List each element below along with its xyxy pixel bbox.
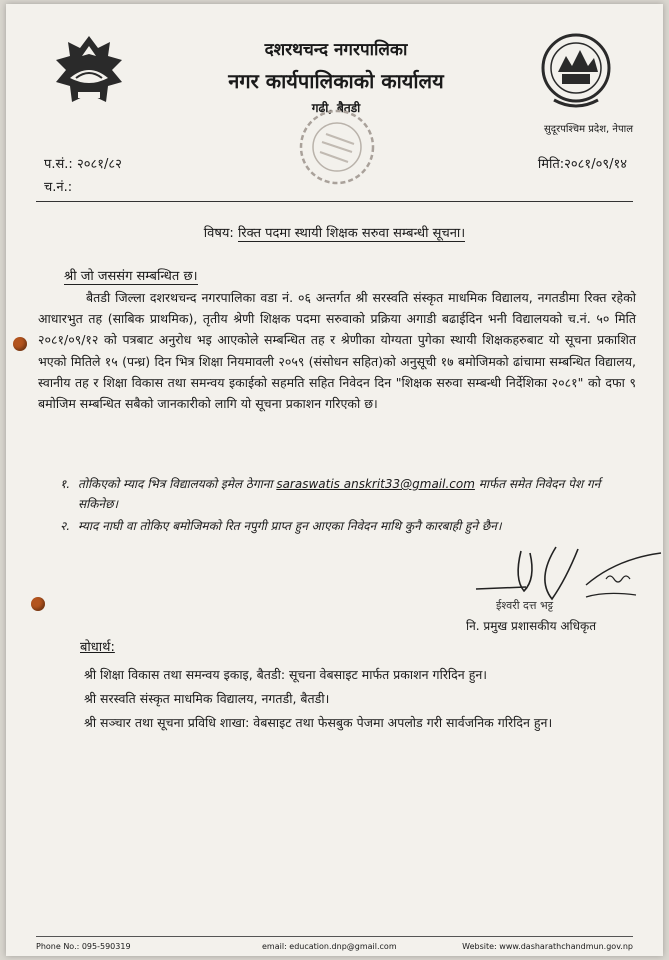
cc-item: श्री सरस्वति संस्कृत माधमिक विद्यालय, नगतडी, बैतडी। <box>84 691 330 706</box>
point-text: म्याद नाघी वा तोकिए बमोजिमको रित नपुगी प्राप्त हुन आएका निवेदन माथि कुनै कारबाही हुने छैन। <box>78 519 502 533</box>
footer-divider <box>36 936 633 937</box>
nepal-emblem-icon <box>48 32 130 114</box>
province-label: सुदूरपश्चिम प्रदेश, नेपाल <box>544 124 633 135</box>
body-paragraph: बैतडी जिल्ला दशरथचन्द नगरपालिका वडा नं. ०६ अन्तर्गत श्री सरस्वति संस्कृत माधमिक विद्यालय, नगतडीमा रिक्त रहेको आधारभुत तह (साबिक प्राथमिक), तृतीय श्रेणी शिक्षक पदमा सरुवाको प्रक्रिया अगाडी बढाईदिन भनी विद्यालयको च.नं. ५० मिति २०८१/०९/१२ को पत्रबाट अनुरोध भइ आएकोले सम्बन्धित तह र श्रेणीका योग्यता पुगेका स्थायी शिक्षकहरुबाट यो सूचना प्रकाशित भएको मितिले १५ (पन्ध्र) दिन भित्र शिक्षा नियमावली २०५९ (संसोधन सहित)को अनुसूची १७ बमोजिमको ढांचामा सम्बन्धित विद्यालय, स्वानीय तह र शिक्षा विकास तथा समन्वय इकाईको सहमति सहित निवेदन दिन "शिक्षक सरुवा सम्बन्धी निर्देशिका २०८१" को दफा ९ बमोजिम सम्बन्धित सबैको जानकारीको लागि यो सूचना प्रकाशन गरिएको छ। <box>38 290 636 412</box>
cc-item: श्री शिक्षा विकास तथा समन्वय इकाइ, बैतडी: सूचना वेबसाइट मार्फत प्रकाशन गरिदिन हुन। <box>84 667 488 682</box>
subject-line <box>6 223 663 241</box>
point-text <box>64 474 634 514</box>
point-text-after: मार्फत समेत निवेदन पेश गर्न सकिनेछ। <box>78 477 601 511</box>
point-text-before: तोकिएको म्याद भित्र विद्यालयको इमेल ठेगाना <box>78 477 277 491</box>
dispatch-number: च.नं.: <box>44 180 73 195</box>
office-name: नगर कार्यपालिकाको कार्यालय <box>228 69 444 93</box>
cc-label: बोधार्थ: <box>80 640 115 655</box>
notice-point-2 <box>60 516 634 536</box>
punch-hole <box>31 597 45 611</box>
footer-phone: Phone No.: 095-590319 <box>36 942 131 951</box>
notice-point-1 <box>60 474 634 514</box>
municipality-seal-icon <box>540 32 612 116</box>
subject-text: रिक्त पदमा स्थायी शिक्षक सरुवा सम्बन्धी सूचना। <box>237 226 466 241</box>
signer-name: ईश्वरी दत्त भट्ट <box>496 599 554 612</box>
signer-title: नि. प्रमुख प्रशासकीय अधिकृत <box>466 619 597 633</box>
punch-hole <box>13 337 27 351</box>
school-email-link[interactable]: saraswatis anskrit33@gmail.com <box>276 477 475 491</box>
reference-number: प.सं.: २०८१/८२ <box>44 157 122 172</box>
footer-website[interactable]: Website: www.dasharathchandmun.gov.np <box>462 942 633 951</box>
letter-paper <box>6 4 663 956</box>
cc-item: श्री सञ्चार तथा सूचना प्रविधि शाखा: वेबसाइट तथा फेसबुक पेजमा अपलोड गरी सार्वजनिक गरिदिन हुन। <box>84 715 553 730</box>
office-address: गढी, बैतडी <box>311 101 361 115</box>
office-stamp-icon <box>296 106 378 188</box>
salutation: श्री जो जससंग सम्बन्धित छ। <box>64 266 198 285</box>
header-divider <box>36 201 633 202</box>
org-name: दशरथचन्द नगरपालिका <box>264 40 408 60</box>
letter-date: मिति:२०८१/०९/१४ <box>537 157 627 172</box>
subject-prefix: विषय: <box>203 226 238 241</box>
footer-email[interactable]: email: education.dnp@gmail.com <box>262 942 397 951</box>
point-number: १. <box>60 477 71 491</box>
point-number: २. <box>60 519 71 533</box>
